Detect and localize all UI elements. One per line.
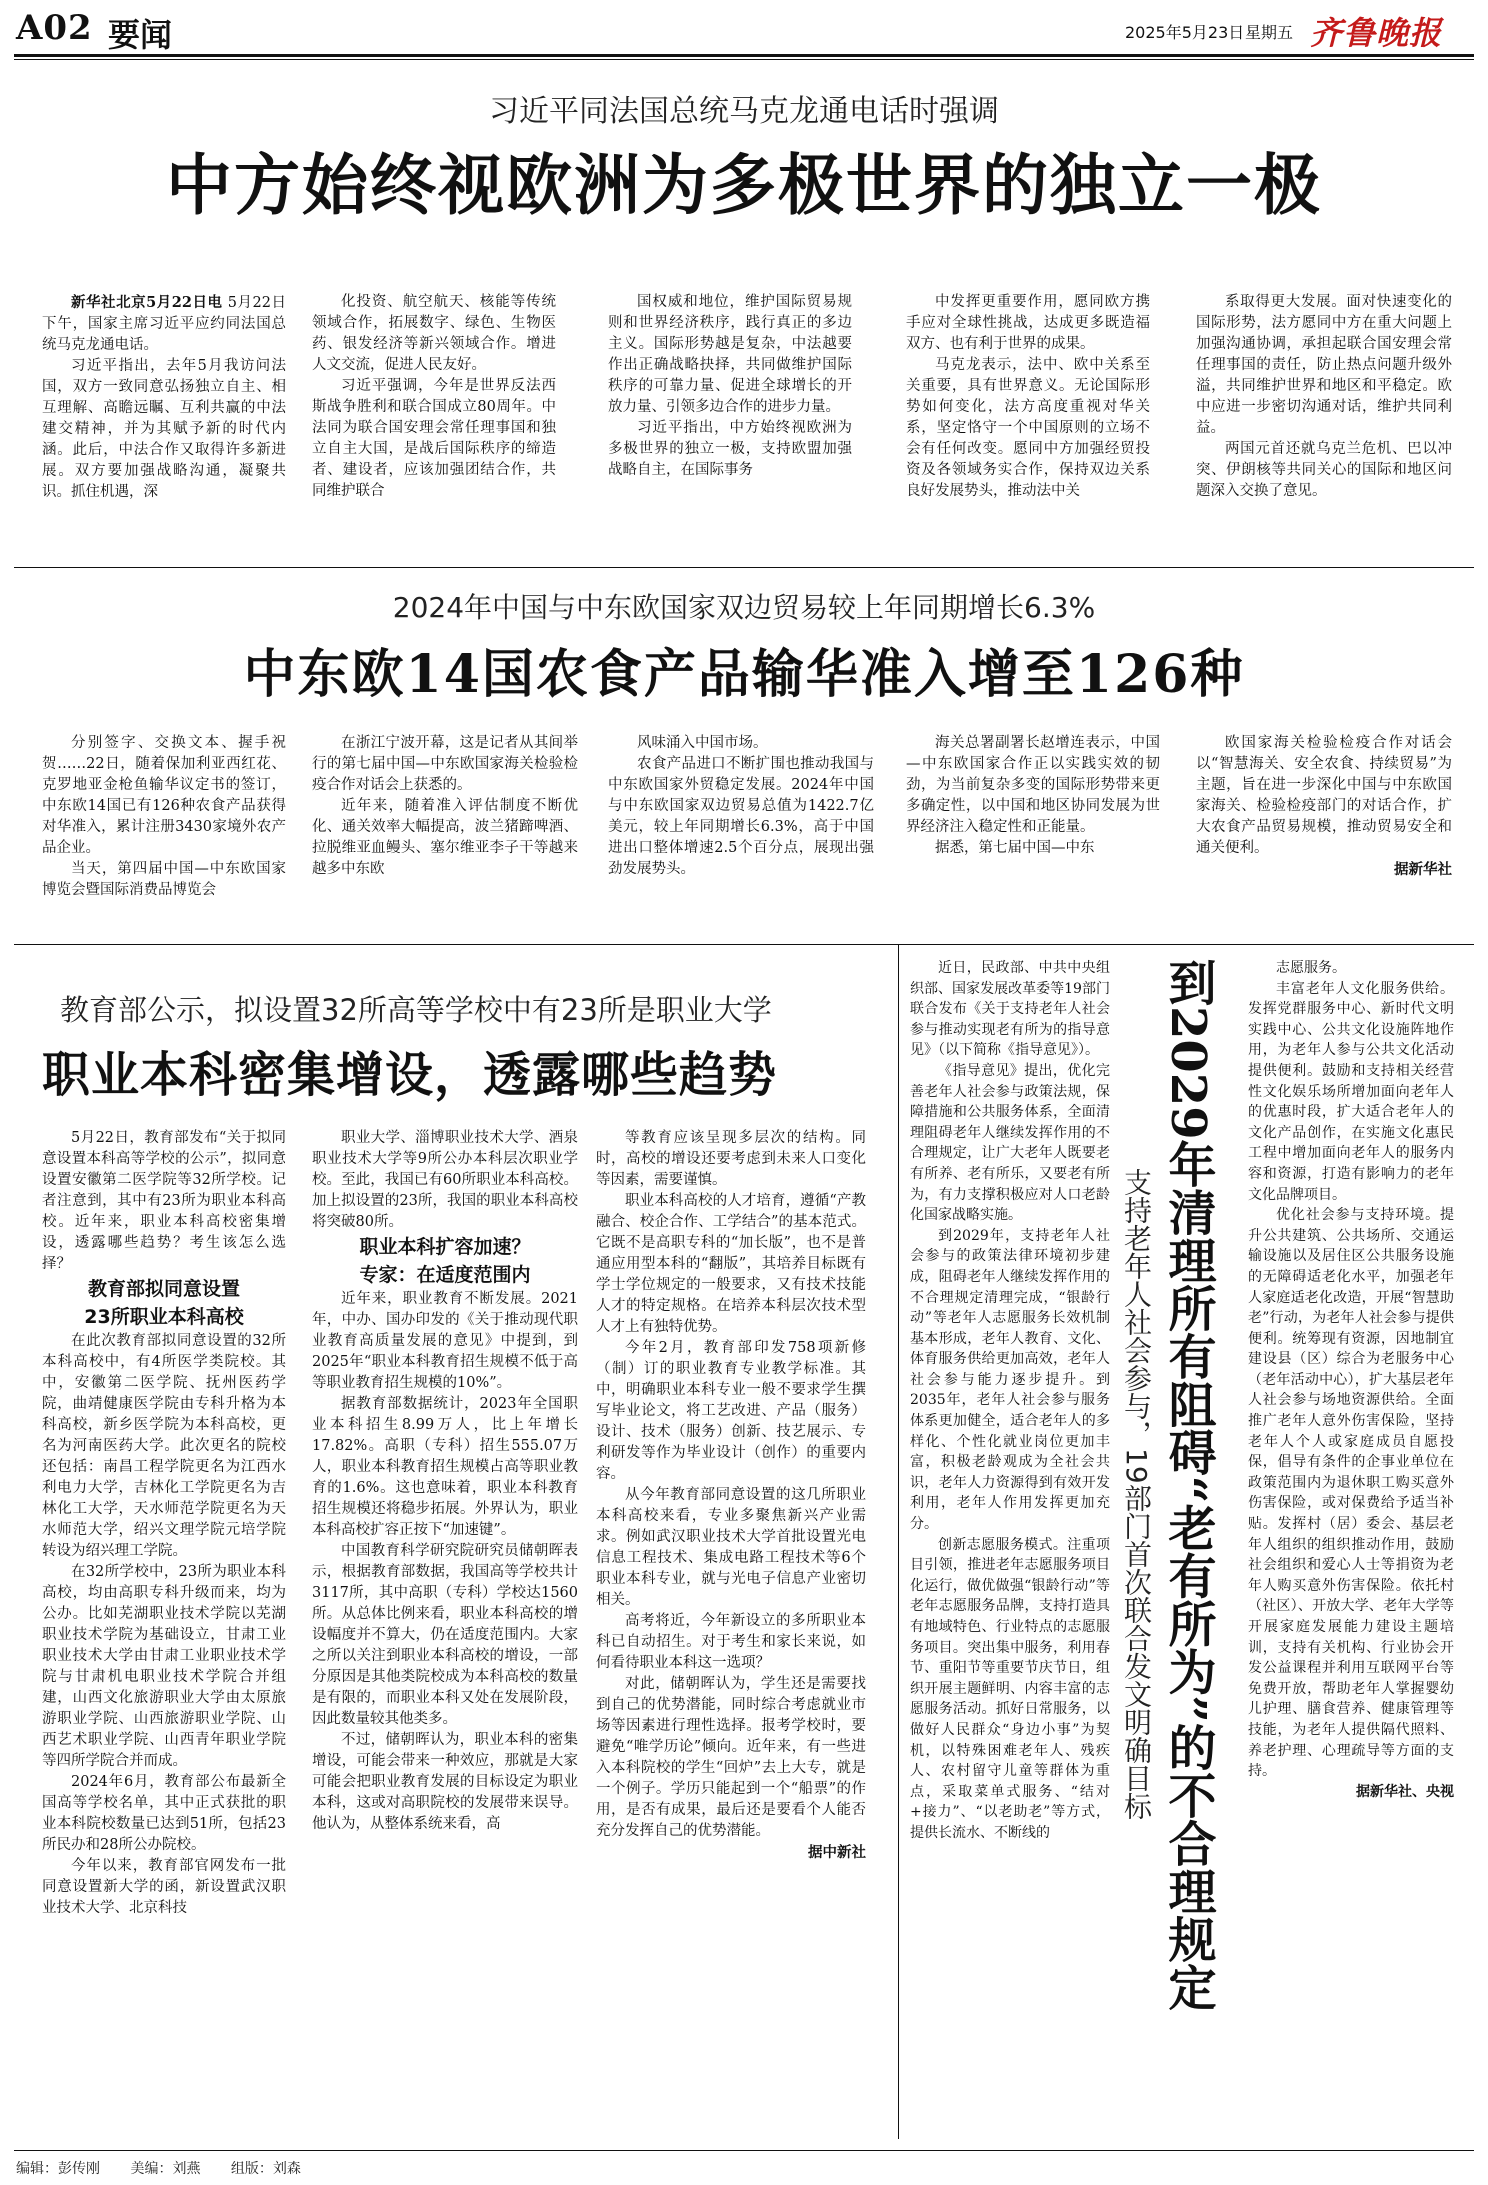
footer-art-editor: 美编：刘燕: [130, 2161, 201, 2177]
paragraph: 海关总署副署长赵增连表示，中国—中东欧国家合作正以实践实效的韧劲，为当前复杂多变的国际形势带来更多确定性，以中国和地区协同发展为世界经济注入稳定性和正能量。: [906, 735, 1160, 835]
story1-column-1: [42, 292, 286, 542]
paragraph: 高考将近，今年新设立的多所职业本科已自动招生。对于考生和家长来说，如何看待职业本科这一选项？: [596, 1613, 866, 1671]
story4-column-2: [1248, 958, 1454, 2138]
story2-credit: 据新华社: [1394, 861, 1452, 878]
paragraph: 系取得更大发展。面对快速变化的国际形势，法方愿同中方在重大问题上加强沟通协调，承担起联合国安理会常任理事国的责任，防止热点问题升级外溢，共同维护世界和地区和平稳定。欧中应进一步密切沟通对话，维护共同利益。: [1196, 294, 1452, 436]
paragraph: 等教育应该呈现多层次的结构。同时，高校的增设还要考虑到未来人口变化等因素，需要谨慎。: [596, 1130, 866, 1188]
paragraph: 分别签字、交换文本、握手祝贺……22日，随着保加利亚西红花、克罗地亚金枪鱼输华议定书的签订，中东欧14国已有126种农食产品获得对华准入，累计注册3430家境外农产品企业。: [42, 735, 286, 856]
paragraph: 职业大学、淄博职业技术大学、酒泉职业技术大学等9所公办本科层次职业学校。至此，我国已有60所职业本科高校。加上拟设置的23所，我国的职业本科高校将突破80所。: [312, 1130, 578, 1230]
paragraph: 当天，第四届中国—中东欧国家博览会暨国际消费品博览会: [42, 861, 286, 898]
story3-column-2: [312, 1128, 578, 2142]
section-name: 要闻: [108, 16, 173, 54]
story4-headline: 到2029年清理所有阻碍“老有所为”的不合理规定: [1160, 958, 1216, 2011]
paragraph: 《指导意见》提出，优化完善老年人社会参与政策法规，保障措施和公共服务体系，全面清理阻碍老年人继续发挥作用的不合理规定，让广大老年人既要老有所养、老有所乐，又要老有所为，有力支撑积极应对人口老龄化国家战略实施。: [910, 1062, 1110, 1224]
paper-logo: 齐鲁晚报: [1310, 14, 1443, 52]
story3-col2-top: [312, 1128, 578, 1233]
footer-proof: 组版：刘森: [230, 2161, 301, 2177]
story3-subtitle-2: [312, 1233, 578, 1289]
story3-col3-body: [596, 1128, 866, 1842]
story3-subtitle-2-line2: 专家：在适度范围内: [359, 1264, 531, 1286]
story-divider-2: [14, 944, 1474, 945]
paragraph: 在浙江宁波开幕，这是记者从其间举行的第七届中国—中东欧国家海关检验检疫合作对话会上获悉的。: [312, 735, 578, 793]
issue-weekday: 星期五: [1245, 23, 1294, 42]
story3-col2-body: [312, 1289, 578, 1835]
paragraph: 国权威和地位，维护国际贸易规则和世界经济秩序，践行真正的多边主义。国际形势越是复杂，中法越要作出正确战略抉择，共同做维护国际秩序的可靠力量、促进全球增长的开放力量、引领多边合作的进步力量。: [608, 294, 852, 415]
paragraph: 马克龙表示，法中、欧中关系至关重要，具有世界意义。无论国际形势如何变化，法方高度重视对华关系，坚定恪守一个中国原则的立场不会有任何改变。愿同中方加强经贸投资及各领域务实合作，保持双边关系良好发展势头，推动法中关: [906, 357, 1150, 499]
footer-credits: [16, 2158, 327, 2178]
paragraph: 中发挥更重要作用，愿同欧方携手应对全球性挑战，达成更多既造福双方、也有利于世界的成果。: [906, 294, 1150, 352]
paragraph: 习近平指出，中方始终视欧洲为多极世界的独立一极，支持欧盟加强战略自主，在国际事务: [608, 420, 852, 478]
story2-column-2: [312, 733, 578, 931]
story1-column-2: [312, 292, 556, 542]
story2-subhead: 2024年中国与中东欧国家双边贸易较上年同期增长6.3%: [392, 591, 1096, 624]
story3-subhead: 教育部公示，拟设置32所高等学校中有23所是职业大学: [60, 993, 772, 1027]
story2-column-4: [906, 733, 1160, 931]
story1-dateline: 新华社北京5月22日电: [71, 294, 223, 311]
paragraph: 从今年教育部同意设置的这几所职业本科高校来看，专业多聚焦新兴产业需求。例如武汉职业技术大学首批设置光电信息工程技术、集成电路工程技术等6个职业本科专业，就与光电子信息产业密切相关。: [596, 1487, 866, 1608]
paragraph: 创新志愿服务模式。注重项目引领，推进老年志愿服务项目化运行，做优做强“银龄行动”等老年志愿服务品牌，支持打造具有地域特色、行业特点的志愿服务项目。突出集中服务，利用春节、重阳节等重要节庆节日，组织开展主题鲜明、内容丰富的志愿服务活动。抓好日常服务，以做好人民群众“身边小事”为契机，以特殊困难老年人、残疾人、农村留守儿童等群体为重点，采取菜单式服务、“结对+接力”、“以老助老”等方式，提供长流水、不断线的: [910, 1536, 1110, 1841]
story2-column-5: [1196, 733, 1452, 931]
story4-credit: 据新华社、央视: [1356, 1783, 1454, 1800]
paragraph: 到2029年，支持老年人社会参与的政策法律环境初步建成，阻碍老年人继续发挥作用的不合理规定清理完成，“银龄行动”等老年人志愿服务长效机制基本形成，老年人教育、文化、体育服务供给更加高效，老年人社会参与能力逐步提升。到2035年，老年人社会参与服务体系更加健全，适合老年人的多样化、个性化就业岗位更加丰富，积极老龄观成为全社会共识，老年人力资源得到有效开发利用，老年人作用发挥更加充分。: [910, 1227, 1110, 1533]
story1-col1-text: 5月22日下午，国家主席习近平应约同法国总统马克龙通电话。: [42, 295, 286, 353]
issue-date: 2025年5月23日: [1125, 23, 1245, 42]
paragraph: 欧国家海关检验检疫合作对话会以“智慧海关、安全农食、持续贸易”为主题，旨在进一步深化中国与中东欧国家海关、检验检疫部门的对话合作，扩大农食产品贸易规模，推动贸易安全和通关便利。: [1196, 735, 1452, 856]
paragraph: 职业本科高校的人才培育，遵循“产教融合、校企合作、工学结合”的基本范式。它既不是高职专科的“加长版”，也不是普通应用型本科的“翻版”，其培养目标既有学士学位规定的一般要求，又有技术技能人才的特定规格。在培养本科层次技术型人才上有独特优势。: [596, 1193, 866, 1335]
header-rule: [14, 54, 1474, 57]
story1-headline: 中方始终视欧洲为多极世界的独立一极: [166, 146, 1322, 224]
paragraph: 近日，民政部、中共中央组织部、国家发展改革委等19部门联合发布《关于支持老年人社会参与推动实现老有所为的指导意见》（以下简称《指导意见》）。: [910, 960, 1110, 1059]
paragraph: 农食产品进口不断扩围也推动我国与中东欧国家外贸稳定发展。2024年中国与中东欧国家双边贸易总值为1422.7亿美元，较上年同期增长6.3%，高于中国进出口整体增速2.5个百分点，展现出强劲发展势头。: [608, 756, 874, 877]
paragraph: 不过，储朝晖认为，职业本科的密集增设，可能会带来一种效应，那就是大家可能会把职业教育发展的目标设定为职业本科，这或对高职院校的发展带来误导。他认为，从整体系统来看，高: [312, 1732, 578, 1832]
story1-column-5: [1196, 292, 1452, 542]
paragraph: 优化社会参与支持环境。提升公共建筑、公共场所、交通运输设施以及居住区公共服务设施的无障碍适老化水平，加强老年人家庭适老化改造，开展“智慧助老”行动，为老年人社会参与提供便利。统筹现有资源，因地制宜建设县（区）综合为老服务中心（老年活动中心），扩大基层老年人社会参与场地资源供给。全面推广老年人意外伤害保险，坚持老年人个人或家庭成员自愿投保，倡导有条件的企事业单位在政策范围内为退休职工购买意外伤害保险，或对保费给予适当补贴。发挥村（居）委会、基层老年人组织的组织推动作用，鼓励社会组织和爱心人士等捐资为老年人购买意外伤害保险。依托村（社区）、开放大学、老年大学等开展家庭发展能力建设主题培训，支持有关机构、行业协会开发公益课程并利用互联网平台等免费开放，帮助老年人掌握婴幼儿护理、膳食营养、健康管理等技能，为老年人提供隔代照料、养老护理、心理疏导等方面的支持。: [1248, 1207, 1454, 1780]
paragraph: 中国教育科学研究院研究员储朝晖表示，根据教育部数据，我国高等学校共计3117所，其中高职（专科）学校达1560所。从总体比例来看，职业本科高校的增设幅度并不算大，仍在适度范围内。大家之所以关注到职业本科高校的增设，一部分原因是其他类院校成为本科高校的数量是有限的，而职业本科又处在发展阶段，因此数量较其他类多。: [312, 1543, 578, 1727]
vertical-divider: [898, 944, 899, 2139]
story3-headline: 职业本科密集增设，透露哪些趋势: [42, 1047, 778, 1103]
story3-subtitle-2-line1: 职业本科扩容加速？: [359, 1236, 531, 1258]
paragraph: 化投资、航空航天、核能等传统领域合作，拓展数字、绿色、生物医药、银发经济等新兴领域合作。增进人文交流，促进人民友好。: [312, 294, 556, 373]
paragraph: 据悉，第七届中国—中东: [935, 840, 1095, 856]
paragraph: 志愿服务。: [1276, 960, 1346, 976]
story3-subtitle-1-line1: 教育部拟同意设置: [87, 1278, 240, 1300]
paragraph: 习近平指出，去年5月我访问法国，双方一致同意弘扬独立自主、相互理解、高瞻远瞩、互利共赢的中法建交精神，并为其赋予新的时代内涵。此后，中法合作又取得许多新进展。双方要加强战略沟通，凝聚共识。抓住机遇，深: [42, 358, 286, 500]
paragraph: 丰富老年人文化服务供给。发挥党群服务中心、新时代文明实践中心、公共文化设施阵地作用，为老年人参与公共文化活动提供便利。鼓励和支持相关经营性文化娱乐场所增加面向老年人的优惠时段，扩大适合老年人的文化产品创作，在实施文化惠民工程中增加面向老年人的服务内容和资源，打造有影响力的老年文化品牌项目。: [1248, 980, 1454, 1203]
story3-column-1: [42, 1128, 286, 2142]
paragraph: 2024年6月，教育部公布最新全国高等学校名单，其中正式获批的职业本科院校数量已达到51所，包括23所民办和28所公办院校。: [42, 1774, 286, 1853]
footer-rule: [14, 2150, 1474, 2151]
paragraph: 在32所学校中，23所为职业本科高校，均由高职专科升级而来，均为公办。比如芜湖职业技术学院以芜湖职业技术学院为基础设立，甘肃工业职业技术大学由甘肃工业职业技术学院与甘肃机电职业技术学院合并组建，山西文化旅游职业大学由太原旅游职业学院、山西旅游职业学院、山西艺术职业学院、山西青年职业学院等四所学院合并而成。: [42, 1564, 286, 1769]
paragraph: 在此次教育部拟同意设置的32所本科高校中，有4所医学类院校。其中，安徽第二医学院、抚州医药学院，曲靖健康医学院由专科升格为本科高校，新乡医学院为本科高校，更名为河南医药大学。此次更名的院校还包括：南昌工程学院更名为江西水利电力大学，吉林化工学院更名为吉林化工大学，天水师范学院更名为天水师范大学，绍兴文理学院元培学院转设为绍兴理工学院。: [42, 1333, 286, 1559]
paragraph: 近年来，随着准入评估制度不断优化、通关效率大幅提高，波兰猪蹄啤酒、拉脱维亚血鳗头、塞尔维亚李子干等越来越多中东欧: [312, 798, 578, 877]
story2-headline: 中东欧14国农食产品输华准入增至126种: [243, 644, 1245, 705]
story2-column-3: [608, 733, 874, 931]
paragraph: 对此，储朝晖认为，学生还是需要找到自己的优势潜能，同时综合考虑就业市场等因素进行理性选择。报考学校时，要避免“唯学历论”倾向。近年来，有一些进入本科院校的学生“回炉”去上大专，就是一个例子。学历只能起到一个“船票”的作用，是否有成果，最后还是要看个人能否充分发挥自己的优势潜能。: [596, 1676, 866, 1839]
story3-subtitle-1-line2: 23所职业本科高校: [84, 1306, 244, 1328]
footer-editor: 编辑：彭传刚: [16, 2161, 100, 2177]
header-rule-thin: [14, 59, 1474, 60]
story3-subtitle-1: [42, 1275, 286, 1331]
story1-column-3: [608, 292, 852, 542]
story3-lead: [42, 1128, 286, 1275]
paragraph: 习近平强调，今年是世界反法西斯战争胜利和联合国成立80周年。中法同为联合国安理会常任理事国和独立自主大国，是战后国际秩序的缔造者、建设者，应该加强团结合作，共同维护联合: [312, 378, 556, 499]
paragraph: 近年来，职业教育不断发展。2021年，中办、国办印发的《关于推动现代职业教育高质量发展的意见》中提到，到2025年“职业本科教育招生规模不低于高等职业教育招生规模的10%”。: [312, 1291, 578, 1391]
story3-col1-body: [42, 1331, 286, 1919]
page-number: A02: [16, 8, 93, 48]
story1-subhead: 习近平同法国总统马克龙通电话时强调: [489, 94, 999, 129]
story3-credit: 据中新社: [808, 1844, 866, 1861]
paragraph: 5月22日，教育部发布“关于拟同意设置本科高等学校的公示”，拟同意设置安徽第二医学院等32所学校。记者注意到，其中有23所为职业本科高校。近年来，职业本科高校密集增设，透露哪些趋势？考生该怎么选择？: [42, 1130, 286, 1272]
story4-col2-body: [1248, 958, 1454, 1782]
story4-column-1: [910, 958, 1110, 2138]
paragraph: 今年以来，教育部官网发布一批同意设置新大学的函，新设置武汉职业技术大学、北京科技: [42, 1858, 286, 1916]
story-divider-1: [14, 567, 1474, 568]
paragraph: 风味涌入中国市场。: [637, 735, 768, 751]
story2-column-1: [42, 733, 286, 931]
story3-column-3: [596, 1128, 866, 2142]
paragraph: 今年2月，教育部印发758项新修（制）订的职业教育专业教学标准。其中，明确职业本科专业一般不要求学生撰写毕业论文，将工艺改进、产品（服务）设计、技术（服务）创新、技艺展示、专利研发等作为毕业设计（创作）的重要内容。: [596, 1340, 866, 1482]
paragraph: 两国元首还就乌克兰危机、巴以冲突、伊朗核等共同关心的国际和地区问题深入交换了意见。: [1196, 441, 1452, 499]
story2-col5-text: [1196, 733, 1452, 859]
story1-column-4: [906, 292, 1150, 542]
story4-subhead: 支持老年人社会参与，19部门首次联合发文明确目标: [1120, 1168, 1153, 1820]
paragraph: 据教育部数据统计，2023年全国职业本科招生8.99万人，比上年增长17.82%。高职（专科）招生555.07万人，职业本科教育招生规模占高等职业教育的1.6%。这也意味着，职业本科教育招生规模还将稳步拓展。外界认为，职业本科高校扩容正按下“加速键”。: [312, 1396, 578, 1538]
